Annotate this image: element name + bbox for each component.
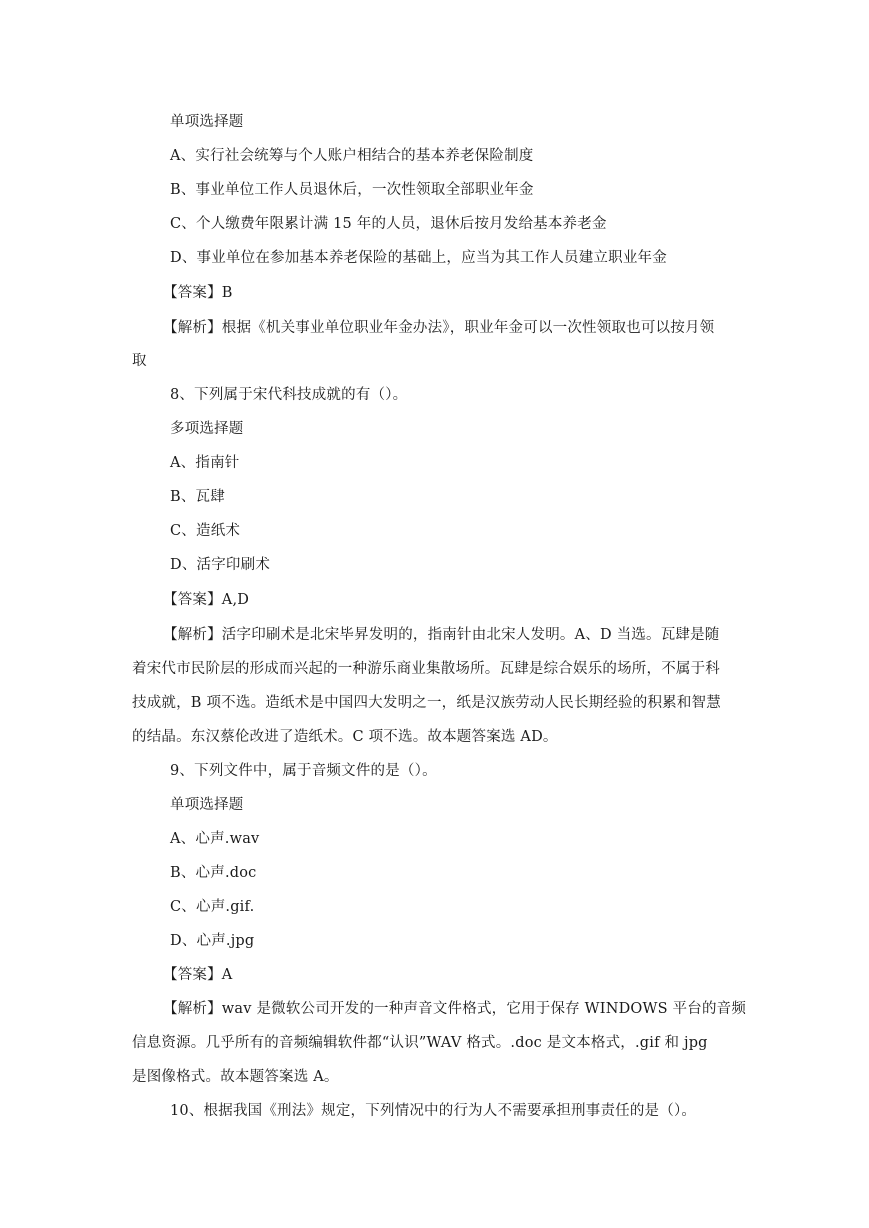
explanation-line: 信息资源。几乎所有的音频编辑软件都“认识”WAV 格式。.doc 是文本格式，.gif 和 jpg [132,1035,708,1051]
option-c: C、心声.gif. [170,899,255,915]
option-a: A、指南针 [170,455,240,471]
answer-line: 【答案】B [163,285,233,301]
option-c: C、个人缴费年限累计满 15 年的人员，退休后按月发给基本养老金 [170,216,607,232]
explanation-line: 【解析】活字印刷术是北宋毕昇发明的，指南针由北宋人发明。A、D 当选。瓦肆是随 [163,627,720,643]
explanation-line: 的结晶。东汉蔡伦改进了造纸术。C 项不选。故本题答案选 AD。 [132,729,558,745]
answer-line: 【答案】A,D [163,592,250,608]
explanation-line: 【解析】wav 是微软公司开发的一种声音文件格式，它用于保存 WINDOWS 平台的音频 [163,1001,747,1017]
question-type-label: 单项选择题 [170,797,244,813]
option-a: A、心声.wav [170,831,260,847]
explanation-line: 技成就，B 项不选。造纸术是中国四大发明之一，纸是汉族劳动人民长期经验的积累和智慧 [132,695,721,711]
option-d: D、活字印刷术 [170,557,271,573]
question-8: 8、下列属于宋代科技成就的有（）。 [170,387,408,403]
explanation-line: 着宋代市民阶层的形成而兴起的一种游乐商业集散场所。瓦肆是综合娱乐的场所，不属于科 [132,661,720,677]
option-b: B、瓦肆 [170,489,225,505]
explanation-line: 【解析】根据《机关事业单位职业年金办法》，职业年金可以一次性领取也可以按月领 [163,320,715,336]
question-type-label: 单项选择题 [170,114,244,130]
option-a: A、实行社会统筹与个人账户相结合的基本养老保险制度 [170,148,534,164]
option-c: C、造纸术 [170,523,241,539]
option-d: D、事业单位在参加基本养老保险的基础上，应当为其工作人员建立职业年金 [170,250,667,266]
question-10: 10、根据我国《刑法》规定，下列情况中的行为人不需要承担刑事责任的是（）。 [170,1103,697,1119]
question-type-label: 多项选择题 [170,421,244,437]
question-9: 9、下列文件中，属于音频文件的是（）。 [170,763,437,779]
answer-line: 【答案】A [163,967,233,983]
explanation-line: 是图像格式。故本题答案选 A。 [132,1069,339,1085]
option-b: B、事业单位工作人员退休后，一次性领取全部职业年金 [170,182,534,198]
explanation-line: 取 [132,353,147,369]
option-d: D、心声.jpg [170,933,255,949]
option-b: B、心声.doc [170,865,257,881]
